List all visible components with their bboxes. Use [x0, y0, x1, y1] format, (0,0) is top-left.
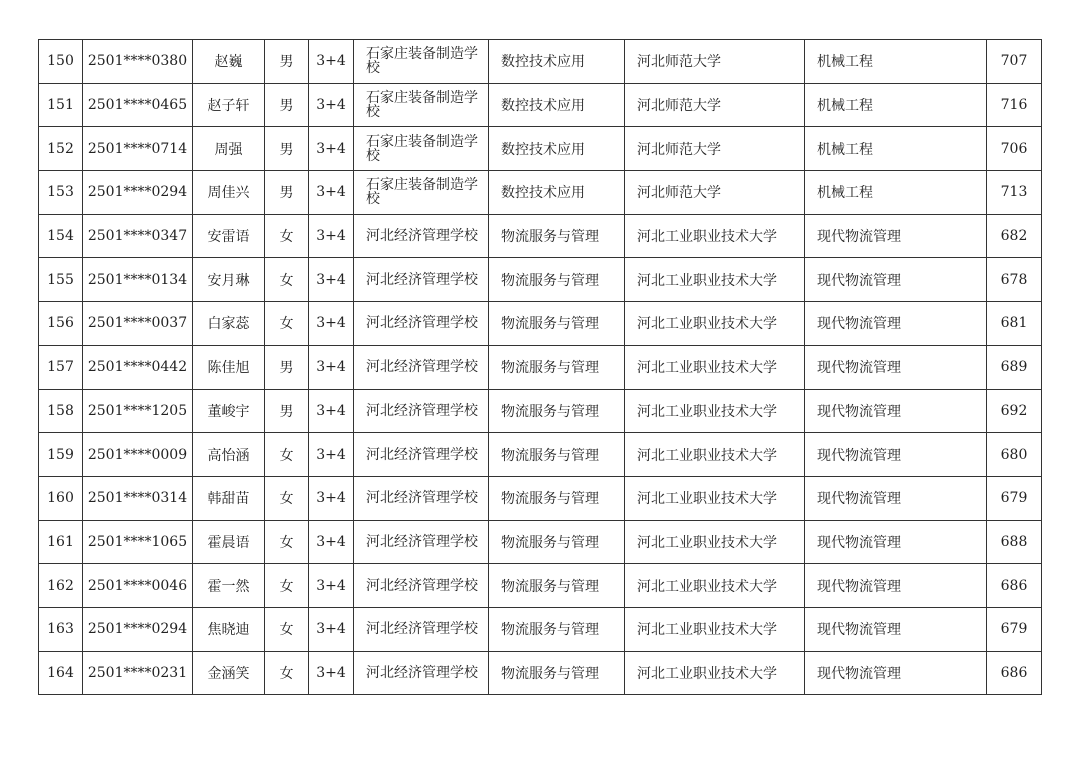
- student-name-cell: 陈佳旭: [193, 345, 265, 389]
- student-name-cell: 金涵笑: [193, 651, 265, 695]
- score-cell: 682: [987, 214, 1042, 258]
- exam-id-cell: 2501****0380: [83, 40, 193, 84]
- university-cell: 河北工业职业技术大学: [625, 258, 805, 302]
- secondary-school-cell: 石家庄装备制造学校: [354, 83, 489, 127]
- gender-cell: 女: [265, 607, 309, 651]
- secondary-major-cell: 数控技术应用: [489, 40, 625, 84]
- secondary-school-cell: 河北经济管理学校: [354, 564, 489, 608]
- exam-id-cell: 2501****0714: [83, 127, 193, 171]
- target-major-cell: 现代物流管理: [805, 433, 987, 477]
- table-row: [39, 564, 1042, 608]
- table-row: [39, 258, 1042, 302]
- university-cell: 河北工业职业技术大学: [625, 607, 805, 651]
- secondary-school-cell: 石家庄装备制造学校: [354, 127, 489, 171]
- secondary-school-cell: 石家庄装备制造学校: [354, 40, 489, 84]
- program-type-cell: 3+4: [309, 171, 354, 215]
- secondary-major-cell: 物流服务与管理: [489, 564, 625, 608]
- row-number-cell: 159: [39, 433, 83, 477]
- score-cell: 688: [987, 520, 1042, 564]
- row-number-cell: 154: [39, 214, 83, 258]
- university-cell: 河北工业职业技术大学: [625, 651, 805, 695]
- table-row: [39, 651, 1042, 695]
- secondary-major-cell: 数控技术应用: [489, 127, 625, 171]
- score-cell: 681: [987, 302, 1042, 346]
- program-type-cell: 3+4: [309, 564, 354, 608]
- score-cell: 716: [987, 83, 1042, 127]
- row-number-cell: 164: [39, 651, 83, 695]
- gender-cell: 男: [265, 345, 309, 389]
- gender-cell: 男: [265, 389, 309, 433]
- target-major-cell: 机械工程: [805, 171, 987, 215]
- gender-cell: 男: [265, 171, 309, 215]
- student-name-cell: 高怡涵: [193, 433, 265, 477]
- score-cell: 686: [987, 564, 1042, 608]
- program-type-cell: 3+4: [309, 651, 354, 695]
- university-cell: 河北工业职业技术大学: [625, 345, 805, 389]
- gender-cell: 女: [265, 258, 309, 302]
- admission-table: [38, 39, 1042, 695]
- secondary-major-cell: 物流服务与管理: [489, 345, 625, 389]
- exam-id-cell: 2501****0231: [83, 651, 193, 695]
- exam-id-cell: 2501****0294: [83, 171, 193, 215]
- secondary-major-cell: 物流服务与管理: [489, 389, 625, 433]
- exam-id-cell: 2501****0037: [83, 302, 193, 346]
- score-cell: 706: [987, 127, 1042, 171]
- table-row: [39, 345, 1042, 389]
- table-row: [39, 127, 1042, 171]
- score-cell: 680: [987, 433, 1042, 477]
- score-cell: 713: [987, 171, 1042, 215]
- row-number-cell: 157: [39, 345, 83, 389]
- target-major-cell: 现代物流管理: [805, 258, 987, 302]
- gender-cell: 女: [265, 520, 309, 564]
- university-cell: 河北工业职业技术大学: [625, 433, 805, 477]
- university-cell: 河北工业职业技术大学: [625, 214, 805, 258]
- row-number-cell: 155: [39, 258, 83, 302]
- university-cell: 河北师范大学: [625, 40, 805, 84]
- target-major-cell: 机械工程: [805, 83, 987, 127]
- gender-cell: 男: [265, 83, 309, 127]
- university-cell: 河北工业职业技术大学: [625, 302, 805, 346]
- score-cell: 689: [987, 345, 1042, 389]
- secondary-school-cell: 河北经济管理学校: [354, 258, 489, 302]
- gender-cell: 女: [265, 476, 309, 520]
- target-major-cell: 现代物流管理: [805, 302, 987, 346]
- target-major-cell: 现代物流管理: [805, 607, 987, 651]
- program-type-cell: 3+4: [309, 389, 354, 433]
- exam-id-cell: 2501****0294: [83, 607, 193, 651]
- secondary-major-cell: 物流服务与管理: [489, 302, 625, 346]
- secondary-school-cell: 河北经济管理学校: [354, 520, 489, 564]
- program-type-cell: 3+4: [309, 214, 354, 258]
- university-cell: 河北师范大学: [625, 171, 805, 215]
- row-number-cell: 152: [39, 127, 83, 171]
- table-row: [39, 433, 1042, 477]
- target-major-cell: 现代物流管理: [805, 564, 987, 608]
- row-number-cell: 156: [39, 302, 83, 346]
- table-row: [39, 389, 1042, 433]
- university-cell: 河北师范大学: [625, 127, 805, 171]
- program-type-cell: 3+4: [309, 127, 354, 171]
- student-name-cell: 霍晨语: [193, 520, 265, 564]
- program-type-cell: 3+4: [309, 83, 354, 127]
- secondary-major-cell: 数控技术应用: [489, 171, 625, 215]
- student-name-cell: 韩甜苗: [193, 476, 265, 520]
- secondary-major-cell: 物流服务与管理: [489, 651, 625, 695]
- table-row: [39, 302, 1042, 346]
- secondary-major-cell: 物流服务与管理: [489, 607, 625, 651]
- program-type-cell: 3+4: [309, 520, 354, 564]
- table-row: [39, 520, 1042, 564]
- table-row: [39, 83, 1042, 127]
- target-major-cell: 现代物流管理: [805, 651, 987, 695]
- target-major-cell: 机械工程: [805, 127, 987, 171]
- secondary-major-cell: 数控技术应用: [489, 83, 625, 127]
- university-cell: 河北工业职业技术大学: [625, 520, 805, 564]
- score-cell: 679: [987, 607, 1042, 651]
- gender-cell: 女: [265, 302, 309, 346]
- secondary-school-cell: 河北经济管理学校: [354, 389, 489, 433]
- table-row: [39, 607, 1042, 651]
- program-type-cell: 3+4: [309, 40, 354, 84]
- table-row: [39, 476, 1042, 520]
- exam-id-cell: 2501****0134: [83, 258, 193, 302]
- gender-cell: 男: [265, 127, 309, 171]
- university-cell: 河北工业职业技术大学: [625, 389, 805, 433]
- student-name-cell: 赵子轩: [193, 83, 265, 127]
- target-major-cell: 现代物流管理: [805, 389, 987, 433]
- secondary-school-cell: 河北经济管理学校: [354, 651, 489, 695]
- student-name-cell: 霍一然: [193, 564, 265, 608]
- gender-cell: 女: [265, 214, 309, 258]
- secondary-school-cell: 河北经济管理学校: [354, 214, 489, 258]
- student-name-cell: 白家蕊: [193, 302, 265, 346]
- secondary-major-cell: 物流服务与管理: [489, 214, 625, 258]
- target-major-cell: 机械工程: [805, 40, 987, 84]
- table-body: [39, 40, 1042, 695]
- gender-cell: 男: [265, 40, 309, 84]
- secondary-major-cell: 物流服务与管理: [489, 433, 625, 477]
- secondary-school-cell: 河北经济管理学校: [354, 345, 489, 389]
- program-type-cell: 3+4: [309, 258, 354, 302]
- secondary-school-cell: 河北经济管理学校: [354, 302, 489, 346]
- row-number-cell: 150: [39, 40, 83, 84]
- exam-id-cell: 2501****0314: [83, 476, 193, 520]
- program-type-cell: 3+4: [309, 476, 354, 520]
- secondary-major-cell: 物流服务与管理: [489, 520, 625, 564]
- score-cell: 678: [987, 258, 1042, 302]
- program-type-cell: 3+4: [309, 433, 354, 477]
- table-row: [39, 214, 1042, 258]
- row-number-cell: 151: [39, 83, 83, 127]
- target-major-cell: 现代物流管理: [805, 476, 987, 520]
- gender-cell: 女: [265, 651, 309, 695]
- student-name-cell: 安月琳: [193, 258, 265, 302]
- university-cell: 河北师范大学: [625, 83, 805, 127]
- program-type-cell: 3+4: [309, 345, 354, 389]
- row-number-cell: 158: [39, 389, 83, 433]
- exam-id-cell: 2501****0009: [83, 433, 193, 477]
- table-row: [39, 171, 1042, 215]
- admission-list-sheet: [38, 39, 1042, 695]
- table-row: [39, 40, 1042, 84]
- exam-id-cell: 2501****0347: [83, 214, 193, 258]
- row-number-cell: 163: [39, 607, 83, 651]
- exam-id-cell: 2501****1065: [83, 520, 193, 564]
- exam-id-cell: 2501****0046: [83, 564, 193, 608]
- score-cell: 679: [987, 476, 1042, 520]
- student-name-cell: 安雷语: [193, 214, 265, 258]
- score-cell: 692: [987, 389, 1042, 433]
- row-number-cell: 160: [39, 476, 83, 520]
- student-name-cell: 周佳兴: [193, 171, 265, 215]
- student-name-cell: 周强: [193, 127, 265, 171]
- gender-cell: 女: [265, 564, 309, 608]
- row-number-cell: 153: [39, 171, 83, 215]
- student-name-cell: 赵巍: [193, 40, 265, 84]
- gender-cell: 女: [265, 433, 309, 477]
- university-cell: 河北工业职业技术大学: [625, 564, 805, 608]
- secondary-school-cell: 河北经济管理学校: [354, 476, 489, 520]
- exam-id-cell: 2501****0442: [83, 345, 193, 389]
- program-type-cell: 3+4: [309, 302, 354, 346]
- target-major-cell: 现代物流管理: [805, 214, 987, 258]
- row-number-cell: 161: [39, 520, 83, 564]
- target-major-cell: 现代物流管理: [805, 345, 987, 389]
- program-type-cell: 3+4: [309, 607, 354, 651]
- score-cell: 707: [987, 40, 1042, 84]
- exam-id-cell: 2501****1205: [83, 389, 193, 433]
- exam-id-cell: 2501****0465: [83, 83, 193, 127]
- university-cell: 河北工业职业技术大学: [625, 476, 805, 520]
- target-major-cell: 现代物流管理: [805, 520, 987, 564]
- secondary-school-cell: 河北经济管理学校: [354, 607, 489, 651]
- secondary-major-cell: 物流服务与管理: [489, 258, 625, 302]
- secondary-school-cell: 石家庄装备制造学校: [354, 171, 489, 215]
- secondary-school-cell: 河北经济管理学校: [354, 433, 489, 477]
- student-name-cell: 焦晓迪: [193, 607, 265, 651]
- secondary-major-cell: 物流服务与管理: [489, 476, 625, 520]
- row-number-cell: 162: [39, 564, 83, 608]
- student-name-cell: 董峻宇: [193, 389, 265, 433]
- score-cell: 686: [987, 651, 1042, 695]
